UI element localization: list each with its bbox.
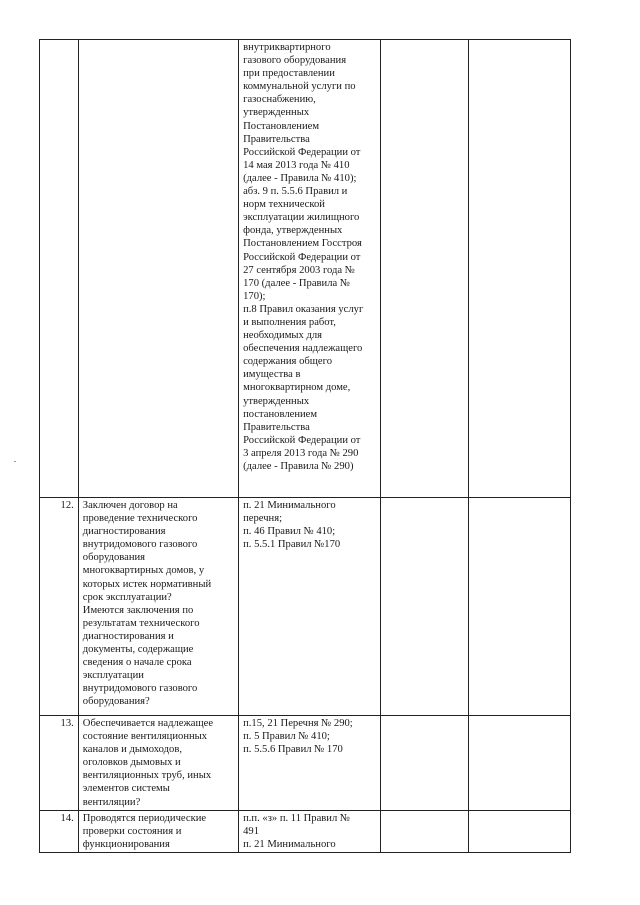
answer-cell — [381, 498, 469, 716]
note-cell — [468, 811, 570, 853]
answer-cell — [381, 716, 469, 811]
answer-cell — [381, 811, 469, 853]
table-row — [40, 40, 571, 498]
row-number — [40, 40, 79, 498]
table-row — [40, 811, 571, 853]
legal-reference-cell: п.п. «з» п. 11 Правил № 491 п. 21 Минимального — [239, 811, 381, 853]
question-cell: Обеспечивается надлежащее состояние вентиляционных каналов и дымоходов, оголовков дымовых и вентиляционных труб, иных элементов системы вентиляции? — [78, 716, 238, 811]
legal-reference-cell: п. 21 Минимального перечня; п. 46 Правил № 410; п. 5.5.1 Правил №170 — [239, 498, 381, 716]
row-number: 13. — [40, 716, 79, 811]
question-cell — [78, 40, 238, 498]
table-row — [40, 716, 571, 811]
table-row — [40, 498, 571, 716]
margin-mark — [14, 461, 16, 462]
note-cell — [468, 40, 570, 498]
row-number: 12. — [40, 498, 79, 716]
legal-reference-cell: внутриквартирного газового оборудования при предоставлении коммунальной услуги по газоснабжению, утвержденных Постановлением Правительства Российской Федерации от 14 мая 2013 года № 410 (далее - Правила № 410); абз. 9 п. 5.5.6 Правил и норм технической эксплуатации жилищного фонда, утвержденных Постановлением Госстроя Российской Федерации от 27 сентября 2003 года № 170 (далее - Правила № 170); п.8 Правил оказания услуг и выполнения работ, необходимых для обеспечения надлежащего содержания общего имущества в многоквартирном доме, утвержденных постановлением Правительства Российской Федерации от 3 апреля 2013 года № 290 (далее - Правила № 290) — [239, 40, 381, 498]
question-cell: Заключен договор на проведение технического диагностирования внутридомового газового оборудования многоквартирных домов, у которых истек нормативный срок эксплуатации? Имеются заключения по результатам технического диагностирования и документы, содержащие сведения о начале срока эксплуатации внутридомового газового оборудования? — [78, 498, 238, 716]
note-cell — [468, 716, 570, 811]
row-number: 14. — [40, 811, 79, 853]
question-cell: Проводятся периодические проверки состояния и функционирования — [78, 811, 238, 853]
note-cell — [468, 498, 570, 716]
legal-reference-cell: п.15, 21 Перечня № 290; п. 5 Правил № 410; п. 5.5.6 Правил № 170 — [239, 716, 381, 811]
answer-cell — [381, 40, 469, 498]
checklist-table — [39, 39, 571, 853]
